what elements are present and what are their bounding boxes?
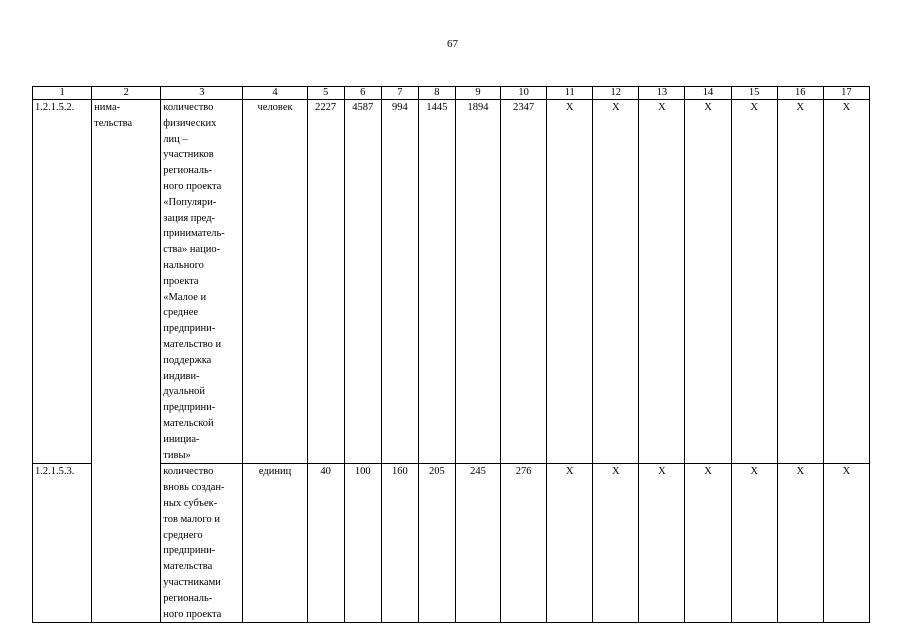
desc-line: ных субъек- <box>163 497 218 509</box>
desc-line: зация пред- <box>163 212 216 224</box>
mark-cell: Х <box>639 100 685 464</box>
mark-cell: Х <box>593 100 639 464</box>
indicators-table <box>32 86 870 623</box>
column-numbers-row <box>33 87 870 100</box>
name-line: тельства <box>94 117 133 129</box>
desc-line: участниками <box>163 576 221 588</box>
desc-line: тивы» <box>163 449 191 461</box>
desc-line: мательской <box>163 417 214 429</box>
column-header: 6 <box>344 87 381 100</box>
desc-line: среднего <box>163 529 203 541</box>
column-header: 11 <box>547 87 593 100</box>
value-cell: 205 <box>418 464 455 623</box>
value-cell: 245 <box>455 464 500 623</box>
mark-cell: Х <box>685 100 731 464</box>
page-number: 67 <box>447 38 458 50</box>
value-cell: 1894 <box>455 100 500 464</box>
value-cell: 100 <box>344 464 381 623</box>
column-header: 13 <box>639 87 685 100</box>
value-cell: 1445 <box>418 100 455 464</box>
column-header: 5 <box>307 87 344 100</box>
desc-line: среднее <box>163 307 199 319</box>
column-header: 8 <box>418 87 455 100</box>
desc-line: приниматель- <box>163 228 225 240</box>
desc-line: ного проекта <box>163 608 222 620</box>
desc-line: мательства <box>163 561 213 573</box>
mark-cell: Х <box>547 100 593 464</box>
desc-line: лиц – <box>163 133 188 145</box>
column-header: 1 <box>33 87 92 100</box>
column-header: 4 <box>243 87 307 100</box>
table-row <box>33 100 870 464</box>
desc-line: мательство и <box>163 338 222 350</box>
desc-line: участников <box>163 149 214 161</box>
unit-of-measure: единиц <box>243 464 307 623</box>
column-header: 17 <box>823 87 869 100</box>
desc-line: ства» нацио- <box>163 244 221 256</box>
desc-line: индиви- <box>163 370 200 382</box>
value-cell: 160 <box>381 464 418 623</box>
indicator-code: 1.2.1.5.3. <box>33 464 92 623</box>
value-cell: 2347 <box>501 100 547 464</box>
mark-cell: Х <box>777 464 823 623</box>
column-header: 16 <box>777 87 823 100</box>
unit-of-measure: человек <box>243 100 307 464</box>
column-header: 14 <box>685 87 731 100</box>
desc-line: вновь создан- <box>163 482 225 494</box>
desc-line: тов малого и <box>163 513 220 525</box>
value-cell: 4587 <box>344 100 381 464</box>
desc-line: «Малое и <box>163 291 207 303</box>
desc-line: региональ- <box>163 592 213 604</box>
mark-cell: Х <box>777 100 823 464</box>
desc-line: количество <box>163 102 214 113</box>
value-cell: 994 <box>381 100 418 464</box>
mark-cell: Х <box>639 464 685 623</box>
column-header: 15 <box>731 87 777 100</box>
desc-line: количество <box>163 466 214 478</box>
desc-line: предприни- <box>163 402 216 414</box>
value-cell: 40 <box>307 464 344 623</box>
column-header: 10 <box>501 87 547 100</box>
column-header: 2 <box>92 87 161 100</box>
column-header: 7 <box>381 87 418 100</box>
value-cell: 276 <box>501 464 547 623</box>
mark-cell: Х <box>731 464 777 623</box>
desc-line: региональ- <box>163 165 213 177</box>
mark-cell: Х <box>547 464 593 623</box>
desc-line: дуальной <box>163 386 206 398</box>
indicator-description <box>161 464 243 623</box>
mark-cell: Х <box>731 100 777 464</box>
desc-line: инициа- <box>163 433 200 445</box>
desc-line: поддержка <box>163 354 212 366</box>
mark-cell: Х <box>685 464 731 623</box>
name-line: нима- <box>94 102 121 113</box>
indicator-code: 1.2.1.5.2. <box>33 100 92 464</box>
column-header: 12 <box>593 87 639 100</box>
desc-line: проекта <box>163 275 199 287</box>
value-cell: 2227 <box>307 100 344 464</box>
mark-cell: Х <box>823 100 869 464</box>
mark-cell: Х <box>593 464 639 623</box>
column-header: 3 <box>161 87 243 100</box>
desc-line: предприни- <box>163 545 216 557</box>
desc-line: нального <box>163 259 204 271</box>
desc-line: «Популяри- <box>163 196 217 208</box>
desc-line: ного проекта <box>163 180 222 192</box>
desc-line: физических <box>163 117 217 129</box>
desc-line: предприни- <box>163 323 216 335</box>
indicator-name-cell <box>92 100 161 623</box>
column-header: 9 <box>455 87 500 100</box>
indicator-description <box>161 100 243 464</box>
mark-cell: Х <box>823 464 869 623</box>
